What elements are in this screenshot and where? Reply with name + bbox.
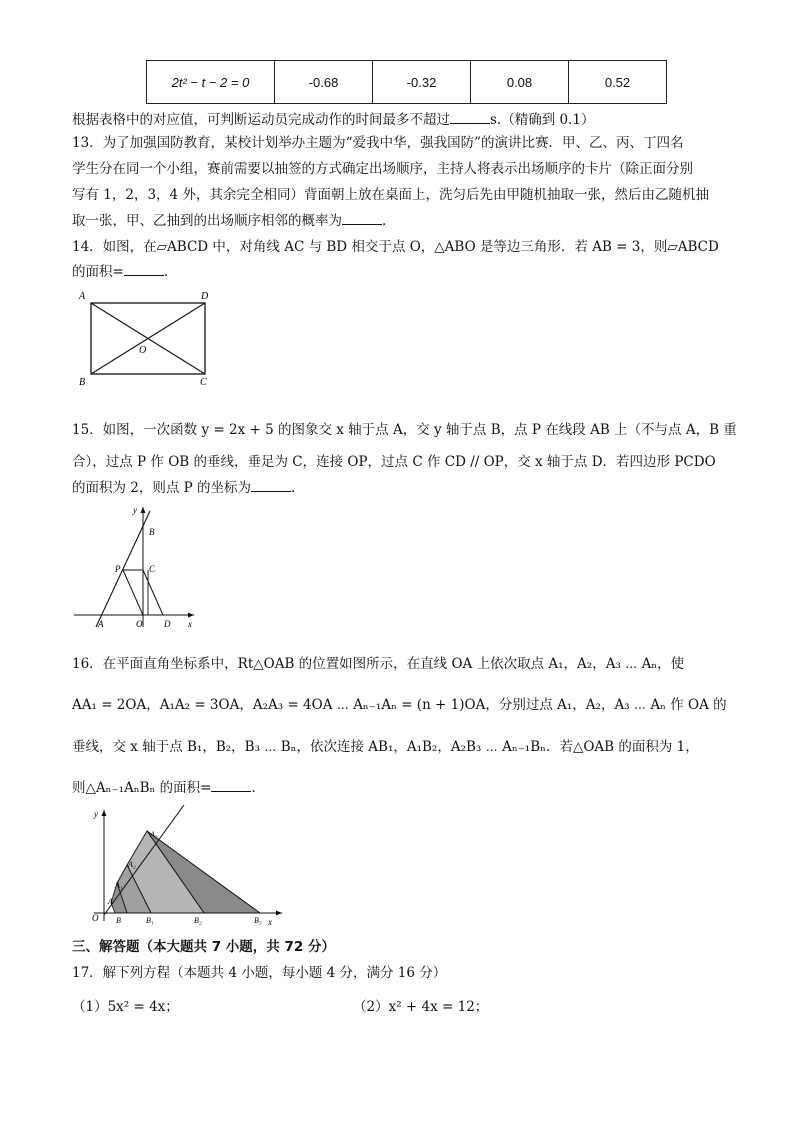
q13-line-1: 13．为了加强国防教育，某校计划举办主题为“爱我中华，强我国防”的演讲比赛．甲、乙、丙、丁四名 (72, 135, 684, 151)
label-b: B (116, 916, 121, 925)
q17-part-2: （2）x² + 4x = 12； (353, 999, 489, 1015)
q14-figure (74, 288, 224, 388)
q16-figure (82, 805, 292, 925)
q15-line-3: 的面积为 2，则点 P 的坐标为 . (72, 480, 296, 496)
q16-line-1: 16．在平面直角坐标系中，Rt△OAB 的位置如图所示，在直线 OA 上依次取点 A₁，A₂，A₃ ⋯ Aₙ，使 (72, 656, 685, 672)
label-p: P (115, 564, 121, 574)
section-heading: 三、解答题（本大题共 7 小题，共 72 分） (72, 939, 335, 955)
q16-line-4: 则△Aₙ₋₁AₙBₙ 的面积= . (72, 780, 256, 796)
table-cell: 0.08 (471, 61, 569, 104)
label-a1: A₁ (115, 881, 123, 890)
answer-blank (211, 779, 251, 792)
label-o: O (139, 345, 147, 356)
label-x: x (268, 917, 272, 925)
q12-conclusion: 根据表格中的对应值，可判断运动员完成动作的时间最多不超过 s.（精确到 0.1） (72, 112, 595, 128)
label-d: D (201, 291, 209, 302)
y-axis-arrow-icon (102, 810, 107, 816)
label-c: C (200, 377, 207, 388)
label-y: y (133, 505, 137, 515)
label-b: B (79, 377, 86, 388)
table-cell: -0.68 (275, 61, 373, 104)
label-o: O (136, 619, 143, 629)
label-a: A (98, 619, 104, 629)
label-o: O (92, 913, 99, 923)
answer-blank (342, 212, 382, 225)
label-a: A (108, 897, 113, 906)
label-b: B (149, 527, 155, 537)
q15-line-2: 合），过点 P 作 OB 的垂线，垂足为 C，连接 OP，过点 C 作 CD // OP，交 x 轴于点 D．若四边形 PCDO (72, 454, 716, 470)
label-a3: A₃ (150, 830, 158, 839)
q13-line-2: 学生分在同一个小组，赛前需要以抽签的方式确定出场顺序，主持人将表示出场顺序的卡片（除正面分别 (72, 161, 693, 177)
table-equation-cell: 2t² − t − 2 = 0 (147, 61, 275, 104)
q14-line-2: 的面积= . (72, 264, 169, 280)
q15-figure (72, 503, 202, 631)
label-a: A (79, 291, 86, 302)
q17-intro: 17．解下列方程（本题共 4 小题，每小题 4 分，满分 16 分） (72, 965, 447, 981)
q14-line-1: 14．如图，在▱ABCD 中，对角线 AC 与 BD 相交于点 O，△ABO 是等边三角形．若 AB = 3，则▱ABCD (72, 239, 719, 255)
label-b3: B₃ (254, 916, 262, 925)
x-axis-arrow-icon (276, 911, 282, 916)
label-a2: A₂ (128, 860, 136, 869)
answer-blank (124, 263, 164, 276)
answer-blank (450, 111, 490, 124)
x-axis-arrow-icon (188, 613, 194, 618)
label-y: y (94, 809, 98, 819)
value-table (146, 60, 667, 104)
y-axis-arrow-icon (141, 507, 146, 513)
q13-line-3: 写有 1，2，3，4 外，其余完全相同）背面朝上放在桌面上，洗匀后先由甲随机抽取一张，然后由乙随机抽 (72, 187, 709, 203)
table-cell: -0.32 (373, 61, 471, 104)
table-cell: 0.52 (569, 61, 667, 104)
label-x: x (188, 619, 192, 629)
segment-op (123, 570, 143, 615)
q17-part-1: （1）5x² = 4x； (72, 999, 179, 1015)
q15-line-1: 15．如图，一次函数 y = 2x + 5 的图象交 x 轴于点 A，交 y 轴于点 B，点 P 在线段 AB 上（不与点 A，B 重 (72, 422, 737, 438)
q16-line-3: 垂线，交 x 轴于点 B₁，B₂，B₃ ⋯ Bₙ，依次连接 AB₁，A₁B₂，A₂B₃ ⋯ Aₙ₋₁Bₙ．若△OAB 的面积为 1， (72, 739, 699, 755)
table-row (147, 61, 667, 104)
label-d: D (164, 619, 171, 629)
segment-cd (143, 570, 163, 615)
label-b2: B₂ (194, 916, 202, 925)
label-b1: B₁ (146, 916, 154, 925)
answer-blank (251, 479, 291, 492)
q13-line-4: 取一张，甲、乙抽到的出场顺序相邻的概率为 . (72, 213, 387, 229)
q16-line-2: AA₁ = 2OA，A₁A₂ = 3OA，A₂A₃ = 4OA ⋯ Aₙ₋₁Aₙ = (n + 1)OA，分别过点 A₁，A₂，A₃ ⋯ Aₙ 作 OA 的 (72, 697, 727, 713)
line-ab (96, 511, 150, 627)
label-c: C (149, 564, 156, 574)
